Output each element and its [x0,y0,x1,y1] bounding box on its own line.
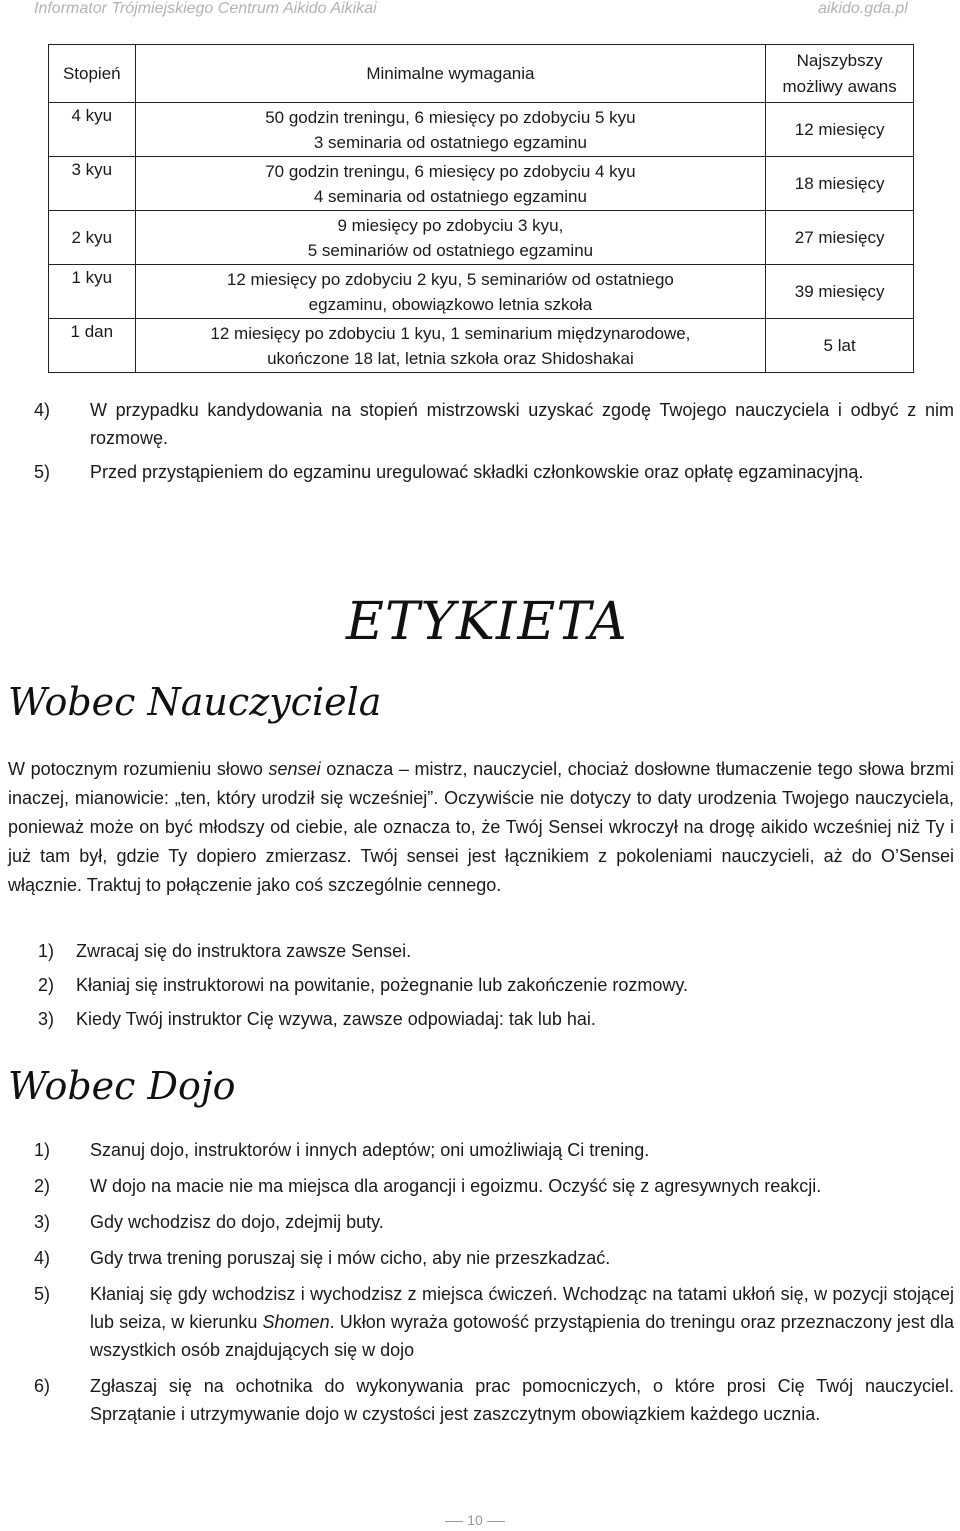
list-item [34,396,954,452]
exam-requirements-list [34,396,954,486]
list-text: Gdy trwa trening poruszaj się i mów cicho, aby nie przeszkadzać. [90,1248,611,1268]
promotion-cell: 18 miesięcy [766,157,914,211]
grade-requirements-table [48,44,914,373]
requirement-line: 50 godzin treningu, 6 miesięcy po zdobyciu 5 kyu [265,107,636,127]
list-text: Przed przystąpieniem do egzaminu uregulować składki członkowskie oraz opłatę egzaminacyjną. [90,462,864,482]
requirements-cell [135,319,766,373]
list-number: 6) [34,1376,51,1396]
column-header-grade: Stopień [49,45,136,103]
list-item [34,1280,954,1364]
grade-cell: 2 kyu [49,211,136,265]
list-text: Zgłaszaj się na ochotnika do wykonywania prac pomocniczych, o które prosi Cię Twój nauczyciel. Sprzątanie i utrzymywanie dojo w czystości jest zaszczytnym obowiązkiem każdego ucznia. [90,1376,954,1424]
list-item [34,1136,954,1164]
header-url: aikido.gda.pl [818,0,908,17]
list-text: Kłaniaj się instruktorowi na powitanie, pożegnanie lub zakończenie rozmowy. [76,975,688,995]
list-number: 2) [34,1176,51,1196]
teacher-section-heading: Wobec Nauczyciela [8,680,382,724]
header-title: Informator Trójmiejskiego Centrum Aikido Aikikai [34,0,377,17]
list-text: Kiedy Twój instruktor Cię wzywa, zawsze odpowiadaj: tak lub hai. [76,1009,596,1029]
requirement-line: 9 miesięcy po zdobyciu 3 kyu, [337,215,564,235]
grade-cell: 1 kyu [49,265,136,319]
grade-cell: 1 dan [49,319,136,373]
list-text-part: . Ukłon wyraża gotowość przystąpienia do treningu oraz przeznaczony jest dla wszystkich osób znajdujących się w dojo [90,1312,954,1360]
paragraph-text: oznacza – mistrz, nauczyciel, chociaż dosłowne tłumaczenie tego słowa brzmi inaczej, mianowicie: „ten, który urodził się wcześniej”. Oczywiście nie dotyczy to daty urodzenia Twojego nauczyciela, ponieważ może on być młodszy od ciebie, ale oznacza to, że Twój Sensei wkroczył na drogę aikido wcześniej niż Ty i już tam był, gdzie Ty dopiero zmierzasz. Twój sensei jest łącznikiem z pokoleniami nauczycieli, aż do O’Sensei włącznie. Traktuj to połączenie jako coś szczególnie cennego. [8,759,954,895]
table-row [49,319,914,373]
teacher-rules-list [38,937,918,1039]
table-row [49,211,914,265]
list-text: Szanuj dojo, instruktorów i innych adeptów; oni umożliwiają Ci trening. [90,1140,650,1160]
requirements-cell [135,103,766,157]
list-text-part: Kłaniaj się gdy wchodzisz i wychodzisz z miejsca ćwiczeń. Wchodząc na tatami ukłoń się, w pozycji stojącej lub seiza, w kierunku [90,1284,954,1332]
grade-cell: 4 kyu [49,103,136,157]
paragraph-text: W potocznym rozumieniu słowo [8,759,269,779]
page-header [0,0,960,22]
requirement-line: egzaminu, obowiązkowo letnia szkoła [308,294,593,314]
list-text: Gdy wchodzisz do dojo, zdejmij buty. [90,1212,384,1232]
list-number: 3) [34,1212,51,1232]
list-text: W dojo na macie nie ma miejsca dla arogancji i egoizmu. Oczyść się z agresywnych reakcji. [90,1176,822,1196]
list-text: Zwracaj się do instruktora zawsze Sensei. [76,941,412,961]
list-number: 4) [34,400,51,420]
promotion-cell: 39 miesięcy [766,265,914,319]
list-item [38,971,918,1005]
list-text [90,1284,954,1360]
list-item [34,1372,954,1428]
sensei-word: sensei [268,759,321,779]
promotion-cell: 27 miesięcy [766,211,914,265]
grade-cell: 3 kyu [49,157,136,211]
requirements-cell [135,265,766,319]
table-row [49,103,914,157]
page-number: 10 [463,1512,487,1528]
dojo-rules-list [34,1136,954,1428]
requirement-line: 5 seminariów od ostatniego egzaminu [307,240,594,260]
list-item [38,1005,918,1039]
list-item [34,1208,954,1236]
list-item [34,1244,954,1272]
teacher-paragraph [8,755,954,900]
table-row [49,157,914,211]
list-number: 5) [34,462,51,482]
requirement-line: 70 godzin treningu, 6 miesięcy po zdobyciu 4 kyu [265,161,636,181]
list-number: 1) [38,941,55,961]
dojo-section-heading: Wobec Dojo [8,1064,236,1108]
requirement-line: 4 seminaria od ostatniego egzaminu [313,186,587,206]
list-item [38,937,918,971]
requirements-cell [135,157,766,211]
column-header-requirements: Minimalne wymagania [135,45,766,103]
requirements-cell [135,211,766,265]
list-number: 5) [34,1284,51,1304]
column-header-promotion: Najszybszy możliwy awans [766,45,914,103]
list-number: 1) [34,1140,51,1160]
etykieta-title: ETYKIETA [346,592,628,652]
list-item [34,1172,954,1200]
page-footer [445,1512,505,1528]
promotion-cell: 12 miesięcy [766,103,914,157]
list-number: 3) [38,1009,55,1029]
table-row [49,265,914,319]
list-number: 2) [38,975,55,995]
list-number: 4) [34,1248,51,1268]
list-item [34,458,954,486]
list-text: W przypadku kandydowania na stopień mistrzowski uzyskać zgodę Twojego nauczyciela i odbyć z nim rozmowę. [90,400,954,448]
shomen-word: Shomen [262,1312,330,1332]
requirement-line: 12 miesięcy po zdobyciu 1 kyu, 1 seminarium międzynarodowe, [210,323,691,343]
table-header-row [49,45,914,103]
requirement-line: ukończone 18 lat, letnia szkoła oraz Shidoshakai [267,348,634,368]
promotion-cell: 5 lat [766,319,914,373]
requirement-line: 3 seminaria od ostatniego egzaminu [313,132,587,152]
requirement-line: 12 miesięcy po zdobyciu 2 kyu, 5 seminariów od ostatniego [226,269,674,289]
